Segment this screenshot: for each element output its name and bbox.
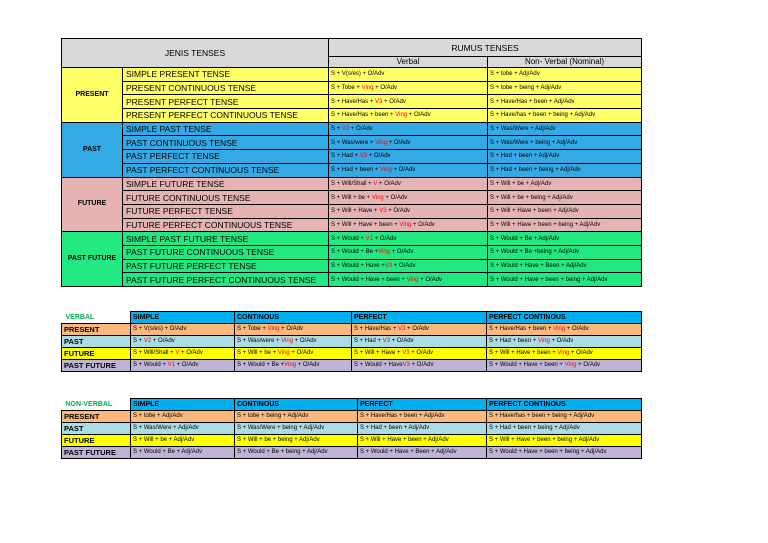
- tense-name: PAST CONTINUOUS TENSE: [123, 136, 329, 150]
- formula-cell: [131, 348, 235, 360]
- formula-text: + O/Adv: [373, 85, 398, 92]
- formula-highlight: V3: [379, 208, 387, 215]
- row-label: PRESENT: [62, 324, 131, 336]
- verbal-formula: [329, 163, 488, 177]
- formula-highlight: Ving: [564, 362, 577, 368]
- formula-text: + O/Adv: [418, 276, 443, 283]
- row-label: FUTURE: [62, 348, 131, 360]
- formula-text: S + Will/Shall +: [133, 350, 176, 356]
- formula-cell: [352, 360, 487, 372]
- verbal-formula: [329, 81, 488, 95]
- tense-row: [62, 150, 642, 164]
- formula-highlight: Ving: [395, 112, 408, 119]
- formula-cell: [235, 435, 358, 447]
- formula-text: S + Would + Have + been +: [489, 362, 565, 368]
- formula-text: S +: [331, 126, 342, 133]
- nonverbal-formula: [488, 81, 642, 95]
- tense-row: [62, 218, 642, 232]
- formula-text: S + V(s/es) + O/Adv: [133, 326, 187, 332]
- formula-text: S + Have/Has + been + Adj/Adv: [360, 413, 445, 419]
- formula-highlight: Ving: [361, 85, 374, 92]
- jenis-tenses-header: JENIS TENSES: [62, 39, 329, 68]
- verbal-formula: [329, 218, 488, 232]
- formula-text: S + Will + Have + been +: [489, 350, 558, 356]
- formula-text: S + Will + Have + been + Adj/Adv: [490, 208, 579, 215]
- formula-cell: [131, 423, 235, 435]
- tense-row: [62, 163, 642, 177]
- tense-row: [62, 122, 642, 136]
- formula-text: + O/Adv: [279, 326, 304, 332]
- tense-name: FUTURE PERFECT TENSE: [123, 204, 329, 218]
- formula-text: S + Will + Have + been +: [331, 221, 400, 228]
- tense-row: [62, 191, 642, 205]
- nonverbal-formula: [488, 273, 642, 287]
- tense-name: SIMPLE PAST TENSE: [123, 122, 329, 136]
- formula-highlight: Ving: [375, 139, 388, 146]
- formula-text: + O/Adv: [174, 362, 199, 368]
- verbal-header: Verbal: [329, 57, 488, 68]
- formula-text: + O/Adv: [289, 350, 314, 356]
- verbal-formula: [329, 68, 488, 82]
- formula-text: S + Have/has + been + being + Adj/Adv: [490, 112, 596, 119]
- tenses-body: [62, 68, 642, 287]
- formula-text: S + Will + Have +: [354, 350, 403, 356]
- formula-text: S + Was/Were + being + Adj/Adv: [490, 139, 578, 146]
- tenses-table: [61, 38, 642, 287]
- formula-cell: [487, 435, 642, 447]
- verbal-formula: [329, 122, 488, 136]
- formula-highlight: Ving: [553, 326, 566, 332]
- verbal-formula: [329, 109, 488, 123]
- formula-cell: [131, 336, 235, 348]
- formula-text: + O/Adv: [179, 350, 203, 356]
- column-header: PERFECT CONTINOUS: [487, 312, 642, 324]
- table-row: [62, 447, 642, 459]
- tense-name: SIMPLE PRESENT TENSE: [123, 68, 329, 82]
- row-label: FUTURE: [62, 435, 131, 447]
- nonverbal-header: Non- Verbal (Nominal): [488, 57, 642, 68]
- formula-cell: [487, 324, 642, 336]
- verbal-header-row: [62, 312, 642, 324]
- tense-row: [62, 177, 642, 191]
- formula-text: S + Would + Have + Been + Adj/Adv: [360, 449, 457, 455]
- tense-row: [62, 273, 642, 287]
- nonverbal-formula: [488, 68, 642, 82]
- formula-text: S + Have/Has + been +: [331, 112, 396, 119]
- formula-text: S + Would + Be + Adj/Adv: [490, 235, 560, 242]
- formula-text: S + Will + be + Adj/Adv: [133, 437, 195, 443]
- verbal-formula: [329, 95, 488, 109]
- formula-text: + O/Adv: [391, 167, 416, 174]
- formula-cell: [235, 360, 352, 372]
- formula-highlight: Ving: [371, 194, 384, 201]
- formula-text: S + Have/Has +: [354, 326, 399, 332]
- formula-cell: [358, 435, 487, 447]
- tense-name: PAST FUTURE CONTINUOUS TENSE: [123, 245, 329, 259]
- formula-text: S + Have/has + been + being + Adj/Adv: [489, 413, 595, 419]
- formula-cell: [131, 324, 235, 336]
- tense-name: PRESENT PERFECT CONTINUOUS TENSE: [123, 109, 329, 123]
- formula-text: S + Will + be + being + Adj/Adv: [237, 437, 320, 443]
- formula-cell: [235, 447, 358, 459]
- formula-cell: [235, 324, 352, 336]
- formula-highlight: V3: [384, 262, 393, 269]
- formula-highlight: Ving: [267, 326, 280, 332]
- formula-highlight: V2: [143, 338, 152, 344]
- formula-text: + O/Adv: [151, 338, 175, 344]
- formula-text: S + Was/Were + Adj/Adv: [490, 126, 556, 133]
- tense-row: [62, 245, 642, 259]
- formula-text: S + Had + been + Adj/Adv: [490, 153, 560, 160]
- table-row: [62, 360, 642, 372]
- verbal-table: [61, 311, 642, 372]
- formula-highlight: Ving: [284, 362, 296, 368]
- nonverbal-formula: [488, 204, 642, 218]
- formula-text: + O/Adv: [407, 112, 431, 119]
- formula-text: S + Had + been + being + Adj/Adv: [489, 425, 580, 431]
- formula-text: S + V(s/es) + O/Adv: [331, 71, 385, 78]
- formula-text: S + Had + been + being + Adj/Adv: [490, 167, 581, 174]
- formula-text: S + Would + Have + been +: [331, 276, 407, 283]
- formula-text: + O/Adv: [409, 350, 434, 356]
- formula-text: + O/Adv: [405, 326, 429, 332]
- formula-text: S + Would + Be +: [331, 249, 379, 256]
- formula-cell: [487, 423, 642, 435]
- formula-text: + O/Adv: [576, 362, 601, 368]
- formula-text: S + Would + Have: [354, 362, 403, 368]
- formula-text: S + Would + Have +: [331, 262, 385, 269]
- nonverbal-formula: [488, 232, 642, 246]
- tense-name: FUTURE CONTINUOUS TENSE: [123, 191, 329, 205]
- formula-highlight: V2: [341, 126, 350, 133]
- tense-name: PRESENT PERFECT TENSE: [123, 95, 329, 109]
- verbal-formula: [329, 191, 488, 205]
- formula-highlight: V3: [398, 326, 406, 332]
- formula-highlight: Ving: [277, 350, 290, 356]
- formula-highlight: Ving: [378, 249, 390, 256]
- formula-text: S + Had + been + Adj/Adv: [360, 425, 430, 431]
- formula-highlight: Ving: [537, 338, 550, 344]
- group-label: FUTURE: [62, 177, 123, 232]
- formula-text: S + Tobe +: [237, 326, 268, 332]
- formula-cell: [487, 447, 642, 459]
- formula-text: S + Had + been +: [489, 338, 538, 344]
- formula-text: S + Have/Has +: [331, 98, 376, 105]
- nonverbal-formula: [488, 259, 642, 273]
- formula-cell: [235, 423, 358, 435]
- verbal-formula: [329, 273, 488, 287]
- tense-row: [62, 81, 642, 95]
- formula-highlight: V: [175, 350, 180, 356]
- formula-text: S + Will + be +: [331, 194, 372, 201]
- rumus-tenses-header: RUMUS TENSES: [329, 39, 642, 57]
- verbal-body: [62, 312, 642, 372]
- formula-cell: [358, 447, 487, 459]
- table-header-row: [62, 39, 642, 57]
- nonverbal-body: [62, 399, 642, 459]
- formula-cell: [235, 336, 352, 348]
- formula-cell: [235, 348, 352, 360]
- formula-text: S + Had + been +: [331, 167, 380, 174]
- formula-text: S + Would + Be + Adj/Adv: [133, 449, 203, 455]
- tense-name: SIMPLE FUTURE TENSE: [123, 177, 329, 191]
- table-row: [62, 435, 642, 447]
- formula-text: S + tobe + Adj/Adv: [490, 71, 540, 78]
- formula-highlight: V: [373, 180, 378, 187]
- tense-name: PAST FUTURE PERFECT CONTINUOUS TENSE: [123, 273, 329, 287]
- formula-highlight: Ving: [557, 350, 570, 356]
- formula-highlight: V3: [382, 338, 391, 344]
- formula-highlight: V3: [359, 153, 368, 160]
- formula-text: S + Would + Be +being + Adj/Adv: [490, 249, 579, 256]
- formula-cell: [487, 360, 642, 372]
- formula-text: S + Tobe +: [331, 85, 362, 92]
- tense-row: [62, 232, 642, 246]
- formula-cell: [131, 447, 235, 459]
- verbal-formula: [329, 177, 488, 191]
- formula-text: S + tobe + Adj/Adv: [133, 413, 183, 419]
- tense-name: PAST PERFECT CONTINUOUS TENSE: [123, 163, 329, 177]
- column-header: PERFECT CONTINOUS: [487, 399, 642, 411]
- formula-text: + O/Adv: [549, 338, 574, 344]
- table-row: [62, 423, 642, 435]
- formula-cell: [352, 324, 487, 336]
- formula-text: S + Would +: [331, 235, 366, 242]
- formula-highlight: Ving: [406, 276, 419, 283]
- formula-text: S + Will + be + being + Adj/Adv: [490, 194, 573, 201]
- formula-cell: [487, 336, 642, 348]
- formula-text: + O/Adv: [383, 194, 408, 201]
- formula-cell: [358, 411, 487, 423]
- formula-cell: [352, 336, 487, 348]
- tense-row: [62, 95, 642, 109]
- formula-text: + O/Adv: [390, 249, 414, 256]
- column-header: PERFECT: [358, 399, 487, 411]
- row-label: PAST: [62, 423, 131, 435]
- formula-text: + O/Adv: [411, 221, 435, 228]
- column-header: CONTINOUS: [235, 399, 358, 411]
- verbal-formula: [329, 204, 488, 218]
- formula-highlight: Ving: [399, 221, 412, 228]
- tense-name: PAST FUTURE PERFECT TENSE: [123, 259, 329, 273]
- formula-text: + O/Adv: [387, 139, 411, 146]
- nonverbal-formula: [488, 122, 642, 136]
- formula-text: + O/Adv: [392, 262, 416, 269]
- nonverbal-header-row: [62, 399, 642, 411]
- formula-text: + O/Adv: [409, 362, 434, 368]
- formula-text: S + Was/Were + Adj/Adv: [133, 425, 199, 431]
- formula-cell: [352, 348, 487, 360]
- formula-highlight: Ving: [281, 338, 294, 344]
- row-label: PAST FUTURE: [62, 447, 131, 459]
- verbal-formula: [329, 259, 488, 273]
- nonverbal-title: NON-VERBAL: [65, 400, 113, 408]
- formula-text: S + Had +: [331, 153, 360, 160]
- formula-text: S + Would + Have + been + being + Adj/Adv: [489, 449, 607, 455]
- formula-text: S +: [133, 338, 144, 344]
- table-row: [62, 348, 642, 360]
- nonverbal-formula: [488, 163, 642, 177]
- formula-cell: [131, 360, 235, 372]
- formula-text: + O/Adv: [377, 180, 401, 187]
- formula-text: + O/Adv: [382, 98, 406, 105]
- nonverbal-table: [61, 398, 642, 459]
- nonverbal-formula: [488, 109, 642, 123]
- formula-highlight: V3: [402, 362, 410, 368]
- column-header: CONTINOUS: [235, 312, 352, 324]
- formula-text: S + Would + Be + being + Adj/Adv: [237, 449, 328, 455]
- formula-text: + O/Adv: [372, 235, 397, 242]
- table-row: [62, 411, 642, 423]
- row-label: PAST FUTURE: [62, 360, 131, 372]
- verbal-formula: [329, 136, 488, 150]
- formula-text: S + Would +: [133, 362, 168, 368]
- formula-text: S + tobe + being + Adj/Adv: [237, 413, 309, 419]
- formula-text: + O/Adv: [296, 362, 320, 368]
- formula-cell: [358, 423, 487, 435]
- tense-row: [62, 109, 642, 123]
- formula-cell: [487, 411, 642, 423]
- formula-text: S + Will + Have +: [331, 208, 380, 215]
- tense-row: [62, 259, 642, 273]
- nonverbal-formula: [488, 136, 642, 150]
- tense-name: SIMPLE PAST FUTURE TENSE: [123, 232, 329, 246]
- formula-text: S + tobe + being + Adj/Adv: [490, 85, 562, 92]
- group-label: PAST FUTURE: [62, 232, 123, 287]
- formula-text: + O/Adv: [569, 350, 593, 356]
- formula-text: S + Have/Has + been +: [489, 326, 554, 332]
- verbal-formula: [329, 232, 488, 246]
- formula-highlight: V1: [365, 235, 373, 242]
- nonverbal-formula: [488, 95, 642, 109]
- table-row: [62, 336, 642, 348]
- nonverbal-formula: [488, 191, 642, 205]
- formula-text: S + Was/were +: [331, 139, 376, 146]
- nonverbal-formula: [488, 218, 642, 232]
- tense-name: FUTURE PERFECT CONTINUOUS TENSE: [123, 218, 329, 232]
- formula-cell: [235, 411, 358, 423]
- tense-name: PAST PERFECT TENSE: [123, 150, 329, 164]
- formula-text: S + Would + Have + been + being + Adj/Adv: [490, 276, 608, 283]
- formula-text: S + Will + be + Adj/Adv: [490, 180, 552, 187]
- column-header: SIMPLE: [131, 312, 235, 324]
- formula-text: S + Was/Were + being + Adj/Adv: [237, 425, 325, 431]
- row-label: PAST: [62, 336, 131, 348]
- column-header: SIMPLE: [131, 399, 235, 411]
- formula-cell: [487, 348, 642, 360]
- verbal-formula: [329, 245, 488, 259]
- nonverbal-formula: [488, 150, 642, 164]
- tense-row: [62, 68, 642, 82]
- formula-text: + O/Adv: [349, 126, 373, 133]
- formula-highlight: V1: [167, 362, 175, 368]
- tense-row: [62, 136, 642, 150]
- column-header: PERFECT: [352, 312, 487, 324]
- formula-cell: [131, 411, 235, 423]
- formula-text: S + Will/Shall +: [331, 180, 374, 187]
- formula-text: S + Will + be +: [237, 350, 278, 356]
- formula-text: + O/Adv: [293, 338, 317, 344]
- formula-text: + O/Adv: [367, 153, 391, 160]
- verbal-title: VERBAL: [65, 313, 95, 321]
- formula-highlight: V3: [402, 350, 410, 356]
- formula-cell: [131, 435, 235, 447]
- formula-text: S + Was/were +: [237, 338, 282, 344]
- formula-text: S + Have/Has + been + Adj/Adv: [490, 98, 575, 105]
- nonverbal-formula: [488, 177, 642, 191]
- formula-text: + O/Adv: [386, 208, 411, 215]
- formula-text: + O/Adv: [390, 338, 414, 344]
- formula-text: + O/Adv: [565, 326, 589, 332]
- nonverbal-formula: [488, 245, 642, 259]
- group-label: PAST: [62, 122, 123, 177]
- formula-text: S + Had +: [354, 338, 383, 344]
- row-label: PRESENT: [62, 411, 131, 423]
- tense-name: PRESENT CONTINUOUS TENSE: [123, 81, 329, 95]
- table-row: [62, 324, 642, 336]
- formula-text: S + Would + Have + Been + Adj/Adv: [490, 262, 587, 269]
- formula-text: S + Will + Have + been + being + Adj/Adv: [490, 221, 601, 228]
- formula-highlight: V3: [375, 98, 383, 105]
- formula-highlight: Ving: [379, 167, 392, 174]
- formula-text: S + Will + Have + been + Adj/Adv: [360, 437, 449, 443]
- tense-row: [62, 204, 642, 218]
- group-label: PRESENT: [62, 68, 123, 123]
- formula-text: S + Will + Have + been + being + Adj/Adv: [489, 437, 600, 443]
- verbal-formula: [329, 150, 488, 164]
- formula-text: S + Would + Be +: [237, 362, 285, 368]
